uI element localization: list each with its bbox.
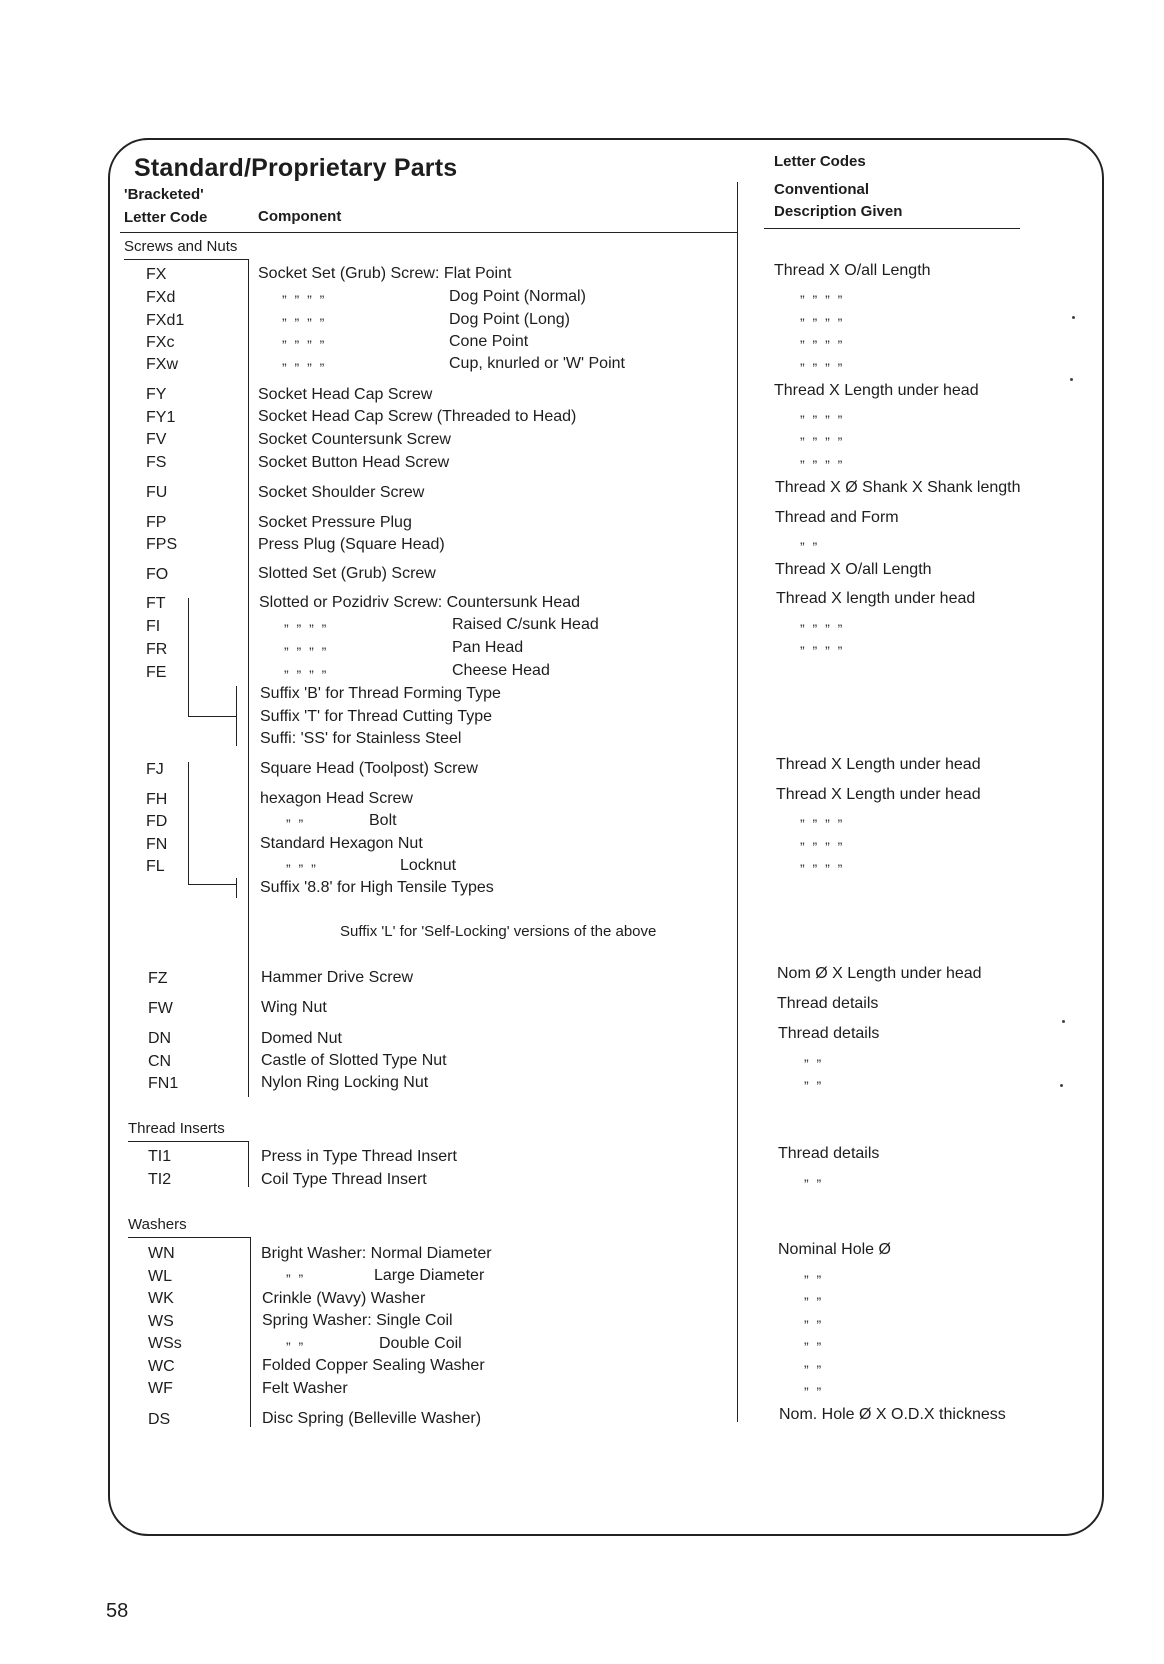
desc-ti2: ” ” (804, 1176, 824, 1192)
desc-fh: Thread X Length under head (776, 786, 981, 803)
desc-dn: Thread details (778, 1025, 880, 1042)
header-letter-code: Letter Code (124, 209, 208, 226)
code-fv: FV (146, 431, 167, 448)
code-wss: WSs (148, 1335, 182, 1352)
code-fn1: FN1 (148, 1075, 179, 1092)
ditto-fd-comp: ” ” (286, 816, 306, 832)
desc-fy1: ” ” ” ” (800, 412, 845, 428)
ditto-fxc-comp: ” ” ” ” (282, 337, 327, 353)
bracket-ft-group (188, 598, 189, 716)
desc-fps: ” ” (800, 539, 820, 555)
desc-fxd: ” ” ” ” (800, 292, 845, 308)
code-cn: CN (148, 1053, 172, 1070)
comp-fh: hexagon Head Screw (260, 790, 413, 807)
ditto-wl-comp: ” ” (286, 1271, 306, 1287)
code-fps: FPS (146, 536, 178, 553)
comp-fp: Socket Pressure Plug (258, 514, 412, 531)
code-fy: FY (146, 386, 167, 403)
code-fi: FI (146, 618, 161, 635)
comp-wk: Crinkle (Wavy) Washer (262, 1290, 426, 1307)
bracket-inserts-vertical (248, 1141, 249, 1187)
ditto-fxd-comp: ” ” ” ” (282, 292, 327, 308)
comp-fy1: Socket Head Cap Screw (Threaded to Head) (258, 408, 577, 425)
header-bracketed: 'Bracketed' (124, 186, 204, 203)
comp-fs: Socket Button Head Screw (258, 454, 450, 471)
desc-ds: Nom. Hole Ø X O.D.X thickness (779, 1406, 1006, 1423)
desc-ws: ” ” (804, 1317, 824, 1333)
code-fw: FW (148, 1000, 173, 1017)
comp-fd: Bolt (369, 812, 397, 829)
comp-ti1: Press in Type Thread Insert (261, 1148, 457, 1165)
desc-fxd1: ” ” ” ” (800, 315, 845, 331)
desc-fj: Thread X Length under head (776, 756, 981, 773)
comp-suffix-ss: Suffi: 'SS' for Stainless Steel (260, 730, 462, 747)
desc-fd: ” ” ” ” (800, 816, 845, 832)
comp-fx: Socket Set (Grub) Screw: Flat Point (258, 265, 512, 282)
code-fj: FJ (146, 761, 164, 778)
desc-fx: Thread X O/all Length (774, 262, 931, 279)
comp-fi: Raised C/sunk Head (452, 616, 599, 633)
bracket-ft-suffix (236, 686, 237, 746)
comp-wl: Large Diameter (374, 1267, 485, 1284)
desc-wl: ” ” (804, 1272, 824, 1288)
comp-wf: Felt Washer (262, 1380, 348, 1397)
code-fu: FU (146, 484, 168, 501)
section-thread-inserts: Thread Inserts (128, 1120, 225, 1137)
desc-fi: ” ” ” ” (800, 621, 845, 637)
desc-fw: Thread details (777, 995, 879, 1012)
desc-wk: ” ” (804, 1294, 824, 1310)
comp-wc: Folded Copper Sealing Washer (262, 1357, 485, 1374)
comp-ti2: Coil Type Thread Insert (261, 1171, 427, 1188)
comp-fz: Hammer Drive Screw (261, 969, 414, 986)
bracket-washers-vertical (250, 1237, 251, 1427)
desc-fy: Thread X Length under head (774, 382, 979, 399)
section-washers: Washers (128, 1216, 187, 1233)
comp-fxd1: Dog Point (Long) (449, 311, 570, 328)
column-divider (737, 182, 738, 1422)
comp-fps: Press Plug (Square Head) (258, 536, 445, 553)
code-fl: FL (146, 858, 165, 875)
code-fn: FN (146, 836, 168, 853)
code-ti1: TI1 (148, 1148, 172, 1165)
code-fh: FH (146, 791, 168, 808)
desc-wf: ” ” (804, 1384, 824, 1400)
code-fr: FR (146, 641, 168, 658)
desc-wn: Nominal Hole Ø (778, 1241, 891, 1258)
ditto-fxw-comp: ” ” ” ” (282, 360, 327, 376)
comp-fj: Square Head (Toolpost) Screw (260, 760, 478, 777)
bracket-ft-horizontal (188, 716, 236, 717)
comp-fv: Socket Countersunk Screw (258, 431, 451, 448)
desc-cn: ” ” (804, 1056, 824, 1072)
desc-fv: ” ” ” ” (800, 434, 845, 450)
desc-fo: Thread X O/all Length (775, 561, 932, 578)
desc-fn: ” ” ” ” (800, 839, 845, 855)
code-wc: WC (148, 1358, 175, 1375)
bracket-washers-top (128, 1237, 250, 1238)
scan-speck (1060, 1084, 1063, 1087)
ditto-fl-comp: ” ” ” (286, 861, 318, 877)
code-fxw: FXw (146, 356, 178, 373)
ditto-fxd1-comp: ” ” ” ” (282, 315, 327, 331)
desc-fr: ” ” ” ” (800, 643, 845, 659)
comp-suffix-t: Suffix 'T' for Thread Cutting Type (260, 708, 493, 725)
comp-fxc: Cone Point (449, 333, 529, 350)
header-rule-right (764, 228, 1020, 229)
desc-wc: ” ” (804, 1362, 824, 1378)
code-fo: FO (146, 566, 169, 583)
bracket-screws-top (124, 259, 248, 260)
page-frame (108, 138, 1104, 1536)
comp-fn1: Nylon Ring Locking Nut (261, 1074, 429, 1091)
header-description-given: Description Given (774, 203, 903, 220)
code-fd: FD (146, 813, 168, 830)
desc-fxw: ” ” ” ” (800, 360, 845, 376)
desc-ft: Thread X length under head (776, 590, 976, 607)
comp-suffix-b: Suffix 'B' for Thread Forming Type (260, 685, 501, 702)
comp-fxd: Dog Point (Normal) (449, 288, 586, 305)
header-conventional: Conventional (774, 181, 870, 198)
section-screws-nuts: Screws and Nuts (124, 238, 238, 255)
bracket-fj-suffix (236, 878, 237, 898)
code-fxd1: FXd1 (146, 312, 185, 329)
code-wf: WF (148, 1380, 173, 1397)
header-rule-left (120, 232, 738, 233)
code-fp: FP (146, 514, 167, 531)
comp-fr: Pan Head (452, 639, 524, 656)
scan-speck (1072, 316, 1075, 319)
comp-fn: Standard Hexagon Nut (260, 835, 423, 852)
comp-ft: Slotted or Pozidriv Screw: Countersunk Head (259, 594, 581, 611)
bracket-screws-vertical (248, 259, 249, 1097)
scan-speck (1062, 1020, 1065, 1023)
code-dn: DN (148, 1030, 172, 1047)
comp-wn: Bright Washer: Normal Diameter (261, 1245, 492, 1262)
header-component: Component (258, 208, 342, 225)
desc-fp: Thread and Form (775, 509, 899, 526)
page-number: 58 (106, 1600, 129, 1622)
scan-speck (1070, 378, 1073, 381)
header-letter-codes: Letter Codes (774, 153, 866, 170)
bracket-fj-group (188, 762, 189, 884)
ditto-fr-comp: ” ” ” ” (284, 644, 329, 660)
comp-fw: Wing Nut (261, 999, 327, 1016)
ditto-wss-comp: ” ” (286, 1339, 306, 1355)
desc-wss: ” ” (804, 1339, 824, 1355)
code-fxd: FXd (146, 289, 176, 306)
comp-fl: Locknut (400, 857, 457, 874)
desc-fxc: ” ” ” ” (800, 337, 845, 353)
code-wl: WL (148, 1268, 172, 1285)
code-fx: FX (146, 266, 167, 283)
desc-fu: Thread X Ø Shank X Shank length (775, 479, 1021, 496)
code-fxc: FXc (146, 334, 175, 351)
comp-fy: Socket Head Cap Screw (258, 386, 433, 403)
ditto-fi-comp: ” ” ” ” (284, 621, 329, 637)
comp-cn: Castle of Slotted Type Nut (261, 1052, 447, 1069)
comp-dn: Domed Nut (261, 1030, 342, 1047)
desc-fn1: ” ” (804, 1078, 824, 1094)
comp-fo: Slotted Set (Grub) Screw (258, 565, 436, 582)
code-fs: FS (146, 454, 167, 471)
comp-ds: Disc Spring (Belleville Washer) (262, 1410, 482, 1427)
desc-ti1: Thread details (778, 1145, 880, 1162)
code-ft: FT (146, 595, 166, 612)
desc-fz: Nom Ø X Length under head (777, 965, 982, 982)
code-fy1: FY1 (146, 409, 176, 426)
bracket-fj-horizontal (188, 884, 236, 885)
code-ti2: TI2 (148, 1171, 172, 1188)
code-ds: DS (148, 1411, 171, 1428)
bracket-inserts-top (128, 1141, 248, 1142)
code-ws: WS (148, 1313, 174, 1330)
comp-wss: Double Coil (379, 1335, 462, 1352)
page-title: Standard/Proprietary Parts (134, 154, 458, 182)
comp-fu: Socket Shoulder Screw (258, 484, 425, 501)
ditto-fe-comp: ” ” ” ” (284, 667, 329, 683)
comp-suffix-l-note: Suffix 'L' for 'Self-Locking' versions of the above (340, 923, 657, 940)
comp-ws: Spring Washer: Single Coil (262, 1312, 453, 1329)
comp-fe: Cheese Head (452, 662, 550, 679)
comp-suffix-88: Suffix '8.8' for High Tensile Types (260, 879, 494, 896)
code-fe: FE (146, 664, 167, 681)
desc-fs: ” ” ” ” (800, 457, 845, 473)
comp-fxw: Cup, knurled or 'W' Point (449, 355, 625, 372)
code-wk: WK (148, 1290, 174, 1307)
code-wn: WN (148, 1245, 175, 1262)
code-fz: FZ (148, 970, 168, 987)
desc-fl: ” ” ” ” (800, 861, 845, 877)
